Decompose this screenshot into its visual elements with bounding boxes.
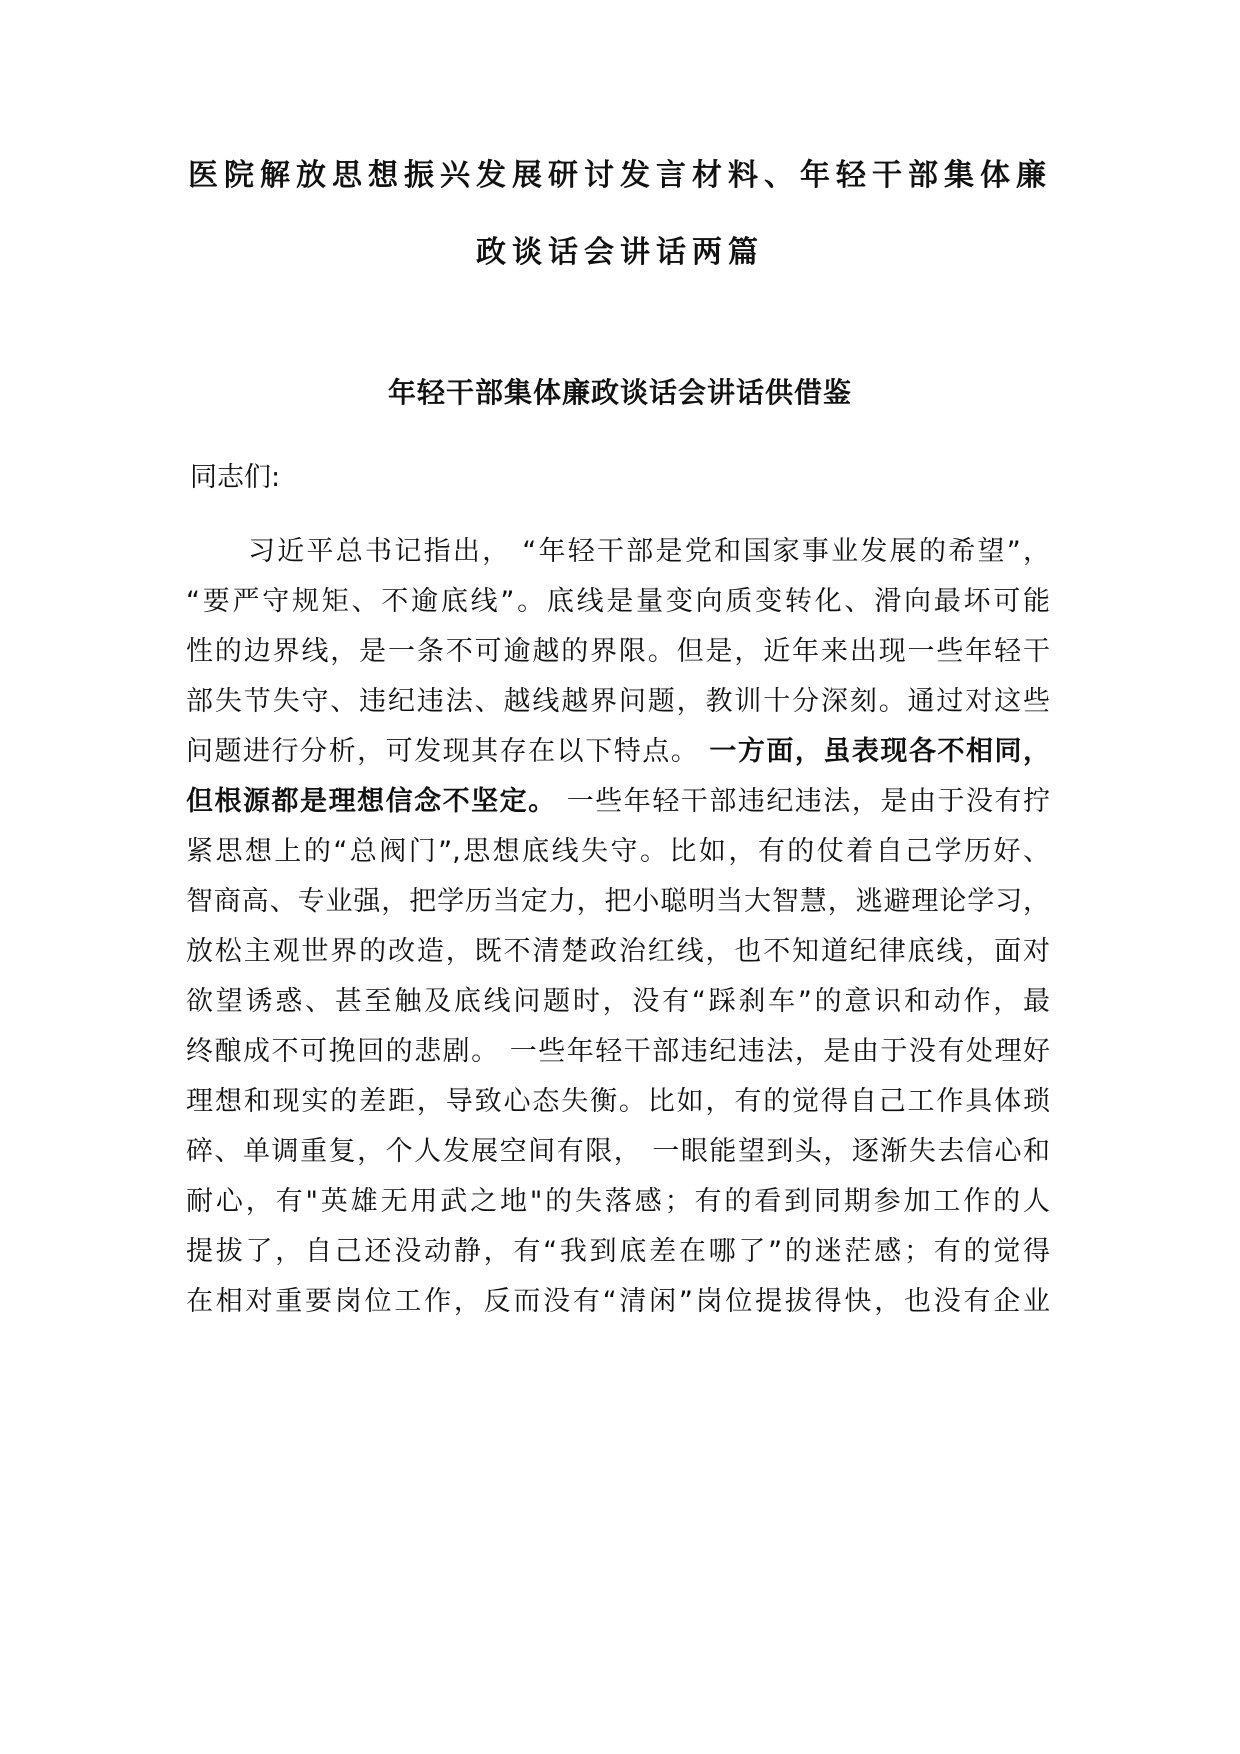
body-line: 欲望诱惑、甚至触及底线问题时，没有“踩刹车”的意识和动作，最 (186, 986, 1050, 1017)
body-line: 碎、单调重复，个人发展空间有限， 一眼能望到头，逐渐失去信心和 (186, 1136, 1050, 1167)
salutation: 同志们: (190, 462, 281, 493)
document-title-line-2: 政谈话会讲话两篇 (476, 235, 764, 270)
body-line: 部失节失守、违纪违法、越线越界问题，教训十分深刻。通过对这些 (186, 686, 1050, 717)
section-title: 年轻干部集体廉政谈话会讲话供借鉴 (387, 376, 852, 409)
body-line: 性的边界线，是一条不可逾越的界限。但是，近年来出现一些年轻干 (186, 636, 1050, 667)
body-line: 放松主观世界的改造，既不清楚政治红线，也不知道纪律底线，面对 (186, 936, 1050, 967)
body-text: 问题进行分析，可发现其存在以下特点。 (186, 736, 710, 767)
document-title-line-1: 医院解放思想振兴发展研讨发言材料、年轻干部集体廉 (188, 158, 1052, 193)
body-line: 理想和现实的差距，导致心态失衡。比如，有的觉得自己工作具体琐 (186, 1086, 1050, 1117)
body-line: 在相对重要岗位工作，反而没有“清闲”岗位提拔得快，也没有企业 (186, 1286, 1050, 1317)
body-line: “要严守规矩、不逾底线”。底线是量变向质变转化、滑向最坏可能 (186, 586, 1050, 617)
emphasis-text: 但根源都是理想信念不坚定。 (186, 786, 557, 817)
body-line: 紧思想上的“总阀门”,思想底线失守。比如，有的仗着自己学历好、 (186, 836, 1050, 867)
body-line (186, 782, 1050, 822)
body-line: 提拔了，自己还没动静，有“我到底差在哪了”的迷茫感；有的觉得 (186, 1236, 1050, 1267)
body-line (186, 732, 1050, 772)
body-line: 习近平总书记指出， “年轻干部是党和国家事业发展的希望”， (248, 536, 1050, 567)
body-line: 耐心，有"英雄无用武之地"的失落感；有的看到同期参加工作的人 (186, 1186, 1050, 1217)
emphasis-text: 一方面，虽表现各不相同， (709, 736, 1050, 767)
body-line: 终酿成不可挽回的悲剧。 一些年轻干部违纪违法，是由于没有处理好 (186, 1036, 1050, 1067)
body-text: 一些年轻干部违纪违法，是由于没有拧 (556, 786, 1050, 817)
body-line: 智商高、专业强，把学历当定力，把小聪明当大智慧，逃避理论学习， (186, 886, 1050, 917)
